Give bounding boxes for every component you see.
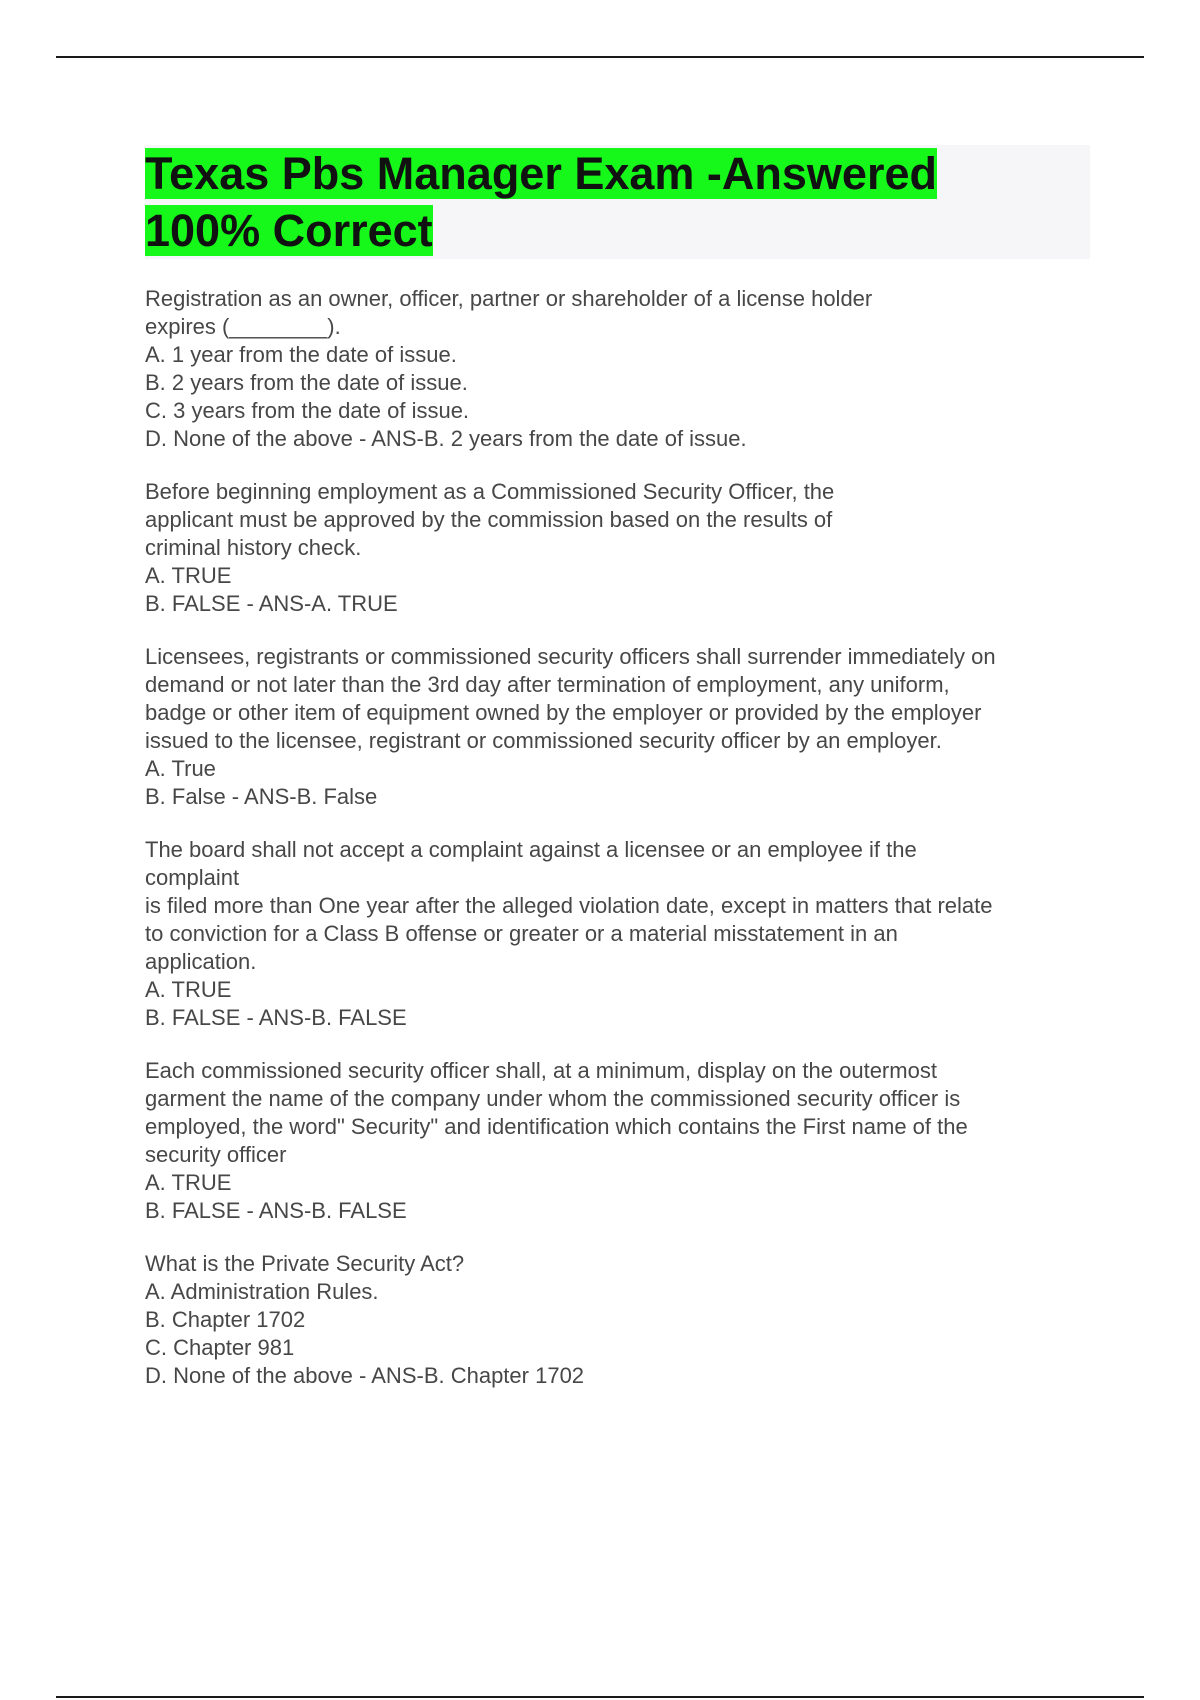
question-line: D. None of the above - ANS-B. Chapter 1702	[145, 1363, 585, 1388]
question-text-line: Each commissioned security officer shall, at a minimum, display on the outermost	[145, 1058, 937, 1083]
question-block	[145, 478, 1090, 618]
question-line: to conviction for a Class B offense or greater or a material misstatement in an	[145, 921, 898, 946]
question-block	[145, 836, 1090, 1032]
question-line: C. 3 years from the date of issue.	[145, 398, 470, 423]
question-text-line: Before beginning employment as a Commissioned Security Officer, the	[145, 479, 835, 504]
question-line: expires (________).	[145, 314, 341, 339]
question-line: B. FALSE - ANS-B. FALSE	[145, 1198, 407, 1223]
question-line: security officer	[145, 1142, 287, 1167]
document-body	[145, 145, 1090, 1415]
question-line: is filed more than One year after the alleged violation date, except in matters that relate	[145, 893, 993, 918]
question-line: C. Chapter 981	[145, 1335, 295, 1360]
title-block	[145, 145, 1090, 259]
question-text-line: The board shall not accept a complaint against a licensee or an employee if the	[145, 837, 917, 862]
top-rule	[56, 56, 1144, 58]
bottom-rule	[56, 1696, 1144, 1698]
question-line: D. None of the above - ANS-B. 2 years from the date of issue.	[145, 426, 747, 451]
question-text-line: Licensees, registrants or commissioned security officers shall surrender immediately on	[145, 644, 996, 669]
question-block	[145, 643, 1090, 811]
document-title	[145, 145, 1090, 259]
question-line: A. TRUE	[145, 563, 232, 588]
question-line: A. TRUE	[145, 1170, 232, 1195]
question-line: A. TRUE	[145, 977, 232, 1002]
question-text-line: Registration as an owner, officer, partner or shareholder of a license holder	[145, 286, 873, 311]
question-line: employed, the word" Security" and identification which contains the First name of the	[145, 1114, 968, 1139]
title-line-2: 100% Correct	[145, 205, 433, 256]
question-block	[145, 1250, 1090, 1390]
question-line: garment the name of the company under whom the commissioned security officer is	[145, 1086, 961, 1111]
question-line: complaint	[145, 865, 240, 890]
question-line: demand or not later than the 3rd day after termination of employment, any uniform,	[145, 672, 950, 697]
title-line-1: Texas Pbs Manager Exam -Answered	[145, 148, 937, 199]
question-line: A. Administration Rules.	[145, 1279, 379, 1304]
question-line: B. Chapter 1702	[145, 1307, 306, 1332]
question-line: A. True	[145, 756, 216, 781]
question-list	[145, 285, 1090, 1390]
question-line: B. FALSE - ANS-B. FALSE	[145, 1005, 407, 1030]
question-line: B. 2 years from the date of issue.	[145, 370, 468, 395]
question-line: A. 1 year from the date of issue.	[145, 342, 457, 367]
question-line: issued to the licensee, registrant or commissioned security officer by an employer.	[145, 728, 942, 753]
question-line: applicant must be approved by the commission based on the results of	[145, 507, 833, 532]
question-text-line: What is the Private Security Act?	[145, 1251, 465, 1276]
question-line: criminal history check.	[145, 535, 362, 560]
question-line: application.	[145, 949, 257, 974]
question-line: B. FALSE - ANS-A. TRUE	[145, 591, 398, 616]
question-block	[145, 1057, 1090, 1225]
question-block	[145, 285, 1090, 453]
question-line: B. False - ANS-B. False	[145, 784, 378, 809]
question-line: badge or other item of equipment owned by the employer or provided by the employer	[145, 700, 982, 725]
